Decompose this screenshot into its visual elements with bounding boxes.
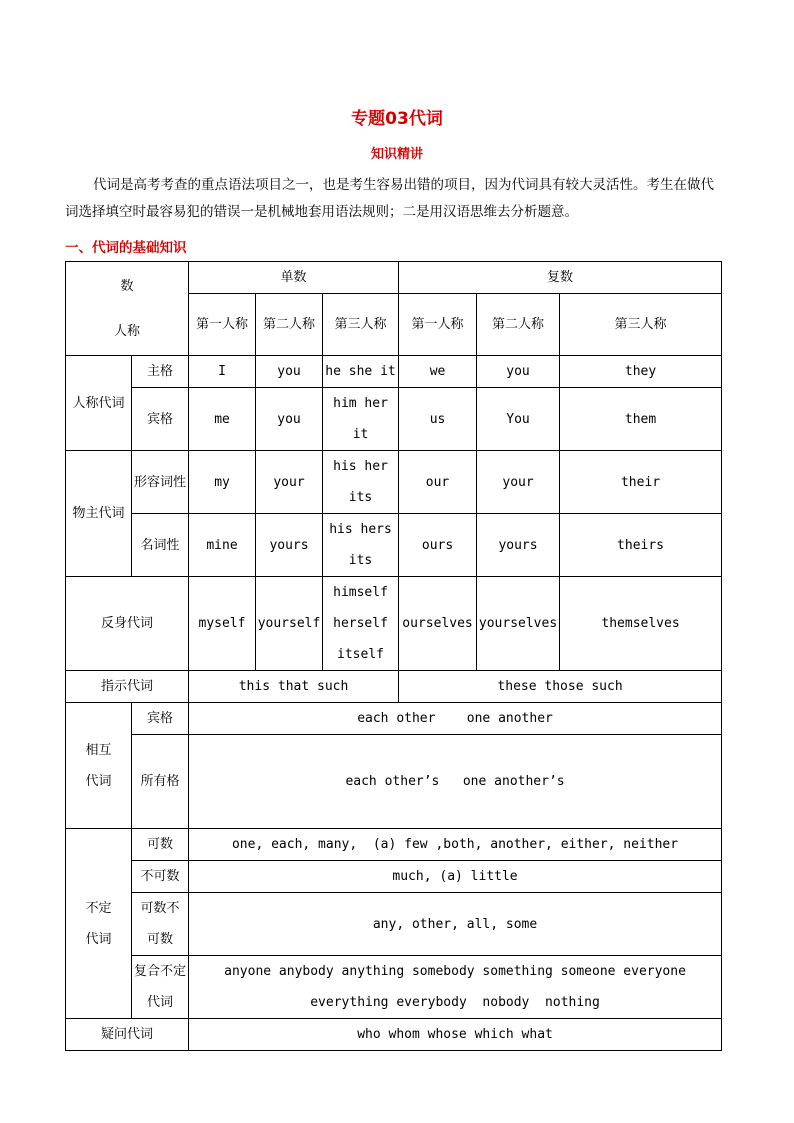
reciprocal-object-label: 宾格 [132,703,189,735]
table-cell: them [560,388,722,451]
table-cell: our [399,451,477,514]
header-plural: 复数 [399,262,722,294]
object-case-label: 宾格 [132,388,189,451]
demonstrative-singular: this that such [189,671,399,703]
uncountable-label: 不可数 [132,861,189,893]
reciprocal-object-value: each other one another [189,703,722,735]
table-cell: his her its [323,451,399,514]
table-cell: ours [399,514,477,577]
header-pl-third: 第三人称 [560,294,722,356]
header-pl-first: 第一人称 [399,294,477,356]
table-cell: we [399,356,477,388]
interrogative-pronoun-label: 疑问代词 [66,1019,189,1051]
compound-indefinite-label: 复合不定代词 [132,956,189,1019]
table-cell: my [189,451,256,514]
header-corner [66,262,189,356]
table-cell: I [189,356,256,388]
adjective-possessive-label: 形容词性 [132,451,189,514]
table-cell: yourself [256,577,323,671]
pronoun-table [65,261,722,1051]
header-pl-second: 第二人称 [477,294,560,356]
reciprocal-pronoun-label: 相互代词 [66,703,132,829]
table-cell: themselves [560,577,722,671]
header-sg-third: 第三人称 [323,294,399,356]
demonstrative-pronoun-label: 指示代词 [66,671,189,703]
reflexive-pronoun-label: 反身代词 [66,577,189,671]
section-subtitle: 知识精讲 [370,147,423,162]
table-cell: himself herself itself [323,577,399,671]
table-cell: theirs [560,514,722,577]
reciprocal-possessive-label: 所有格 [132,735,189,829]
countable-uncountable-value: any, other, all, some [189,893,722,956]
possessive-pronoun-label: 物主代词 [66,451,132,577]
header-sg-second: 第二人称 [256,294,323,356]
header-singular: 单数 [189,262,399,294]
countable-uncountable-label: 可数不可数 [132,893,189,956]
intro-paragraph: 代词是高考考查的重点语法项目之一，也是考生容易出错的项目，因为代词具有较大灵活性。考生在做代词选择填空时最容易犯的错误一是机械地套用语法规则；二是用汉语思维去分析题意。 [65,177,714,220]
table-cell: me [189,388,256,451]
section-heading: 一、代词的基础知识 [65,240,187,256]
reciprocal-possessive-value: each other’s one another’s [189,735,722,829]
table-cell: your [477,451,560,514]
table-cell: yourselves [477,577,560,671]
table-cell: you [477,356,560,388]
interrogative-value: who whom whose which what [189,1019,722,1051]
table-cell: You [477,388,560,451]
indefinite-pronoun-label: 不定代词 [66,829,132,1019]
noun-possessive-label: 名词性 [132,514,189,577]
table-cell: yours [477,514,560,577]
uncountable-value: much, (a) little [189,861,722,893]
page-title: 专题03代词 [351,109,443,129]
table-cell: your [256,451,323,514]
subject-case-label: 主格 [132,356,189,388]
table-cell: they [560,356,722,388]
compound-indefinite-value: anyone anybody anything somebody something someone everyone everything everybody nobody nothing [189,956,722,1019]
countable-label: 可数 [132,829,189,861]
table-cell: their [560,451,722,514]
table-cell: mine [189,514,256,577]
table-cell: he she it [323,356,399,388]
demonstrative-plural: these those such [399,671,722,703]
header-corner-number: 数 [120,278,134,294]
header-sg-first: 第一人称 [189,294,256,356]
table-cell: you [256,388,323,451]
table-cell: us [399,388,477,451]
table-cell: him her it [323,388,399,451]
table-cell: you [256,356,323,388]
table-cell: yours [256,514,323,577]
personal-pronoun-label: 人称代词 [66,356,132,451]
table-cell: myself [189,577,256,671]
table-cell: his hers its [323,514,399,577]
header-corner-person: 人称 [114,323,141,339]
countable-value: one, each, many, (a) few ,both, another, either, neither [189,829,722,861]
table-cell: ourselves [399,577,477,671]
